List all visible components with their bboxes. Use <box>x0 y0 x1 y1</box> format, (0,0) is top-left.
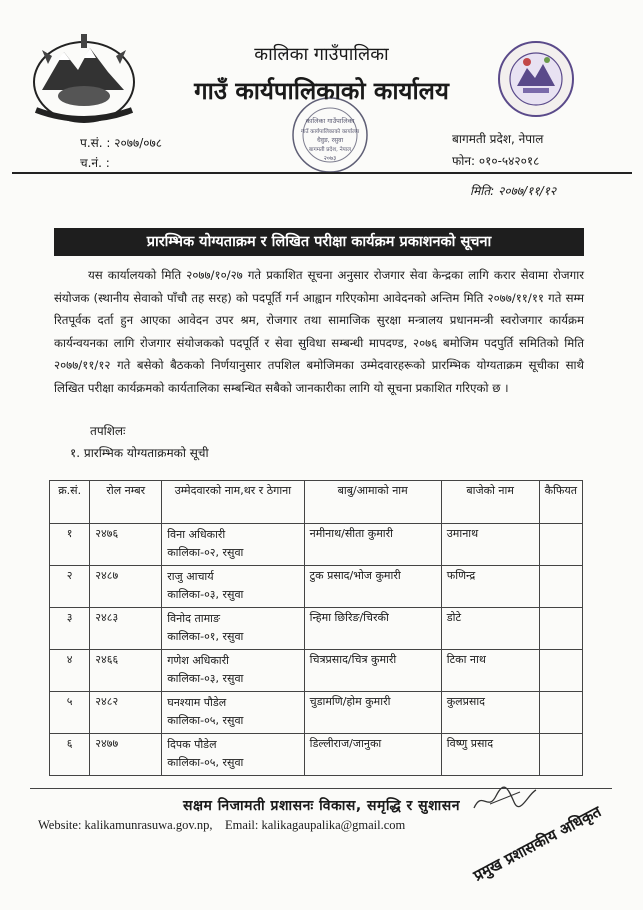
cell-roll: २४८७ <box>90 566 162 608</box>
candidate-address: कालिका-०५, रसुवा <box>167 756 244 769</box>
candidate-name: विनोद तामाङ <box>167 612 221 625</box>
reference-number: प.सं. : २०७७/०७८ <box>80 136 162 150</box>
office-name: गाउँ कार्यपालिकाको कार्यालय <box>194 77 449 105</box>
candidate-address: कालिका-०३, रसुवा <box>167 588 244 601</box>
email-link[interactable]: Email: kalikagaupalika@gmail.com <box>225 818 406 832</box>
dispatch-number: च.नं. : <box>80 156 110 170</box>
footer-contact <box>38 818 405 833</box>
cell-serial: २ <box>50 566 90 608</box>
cell-remarks <box>539 650 582 692</box>
col-remarks: कैफियत <box>539 481 582 524</box>
notice-body <box>54 264 584 399</box>
notice-date: मिति: २०७७/११/१२ <box>470 184 557 198</box>
cell-parents: टुक प्रसाद/भोज कुमारी <box>304 566 441 608</box>
table-row <box>50 734 583 776</box>
cell-grandfather: कुलप्रसाद <box>441 692 539 734</box>
candidate-name: दिपक पौडेल <box>167 738 217 751</box>
cell-serial: १ <box>50 524 90 566</box>
cell-name <box>162 650 304 692</box>
col-serial: क्र.सं. <box>50 481 90 524</box>
municipality-name: कालिका गाउँपालिका <box>254 44 389 65</box>
handwritten-signature <box>470 784 540 814</box>
cell-grandfather: टिका नाथ <box>441 650 539 692</box>
svg-text:२०७३: २०७३ <box>323 155 337 162</box>
candidate-table <box>49 480 583 776</box>
signatory-title: प्रमुख प्रशासकीय अधिकृत <box>470 802 605 885</box>
cell-remarks <box>539 608 582 650</box>
cell-parents: न्हिमा छिरिङ/चिरकी <box>304 608 441 650</box>
table-row <box>50 650 583 692</box>
cell-grandfather: फणिन्द्र <box>441 566 539 608</box>
svg-text:कालिका गाउँपालिका: कालिका गाउँपालिका <box>305 117 355 125</box>
col-parents: बाबु/आमाको नाम <box>304 481 441 524</box>
website-link[interactable]: Website: kalikamunrasuwa.gov.np, <box>38 818 213 832</box>
cell-roll: २४७६ <box>90 524 162 566</box>
phone-number: फोन: ०१०-५४२०१८ <box>452 154 540 168</box>
list-heading: १. प्रारम्भिक योग्यताक्रमको सूची <box>70 446 209 460</box>
candidate-address: कालिका-०२, रसुवा <box>167 546 244 559</box>
cell-parents: चुडामणि/होम कुमारी <box>304 692 441 734</box>
candidate-address: कालिका-०५, रसुवा <box>167 714 244 727</box>
cell-remarks <box>539 734 582 776</box>
cell-serial: ४ <box>50 650 90 692</box>
table-row <box>50 608 583 650</box>
svg-text:बागमती प्रदेश, नेपाल: बागमती प्रदेश, नेपाल <box>309 147 351 153</box>
table-row <box>50 692 583 734</box>
candidate-name: राजु आचार्य <box>167 570 214 583</box>
cell-name <box>162 524 304 566</box>
body-paragraph: यस कार्यालयको मिति २०७७/१०/२७ गते प्रकाशित सूचना अनुसार रोजगार सेवा केन्द्रका लागि करार सेवामा रोजगार संयोजक (स्थानीय सेवाको पाँचौ तह सरह) को पदपूर्ति गर्न आह्वान गरिएकोमा आवेदनको अन्तिम मिति २०७७/११/११ गते सम्म रितपूर्वक दर्ता हुन आएका आवेदन उपर श्रम, रोजगार तथा सामाजिक सुरक्षा मन्त्रालय प्रधानमन्त्री स्वरोजगार कार्यक्रम कार्यन्वयनका लागि रोजगार संयोजकको पदपूर्ति र सेवा सुविधा सम्बन्धी मापदण्ड, २०७६ बमोजिम पदपुर्ति समितिको मिति २०७७/११/१२ गते बसेको बैठकको निर्णयानुसार तपशिल बमोजिमका उम्मेदवारहरूको प्रारम्भिक योग्यताक्रम सूचीका साथै लिखित परीक्षा कार्यक्रमको कार्यतालिका सम्बन्धित सबैको जानकारीका लागि यो सूचना प्रकाशित गरिएको छ । <box>54 268 584 395</box>
cell-serial: ६ <box>50 734 90 776</box>
svg-text:गाउँ कार्यपालिकाको कार्यालय: गाउँ कार्यपालिकाको कार्यालय <box>300 129 360 135</box>
office-stamp <box>290 95 370 175</box>
svg-text:धैवुङ, रसुवा: धैवुङ, रसुवा <box>316 137 344 144</box>
cell-grandfather: डोटे <box>441 608 539 650</box>
cell-name <box>162 734 304 776</box>
cell-grandfather: उमानाथ <box>441 524 539 566</box>
cell-remarks <box>539 566 582 608</box>
candidate-name: घनश्याम पौडेल <box>167 696 227 709</box>
cell-name <box>162 608 304 650</box>
details-label: तपशिलः <box>90 424 126 438</box>
cell-name <box>162 692 304 734</box>
cell-name <box>162 566 304 608</box>
col-grandfather: बाजेको नाम <box>441 481 539 524</box>
province-address: बागमती प्रदेश, नेपाल <box>452 132 544 146</box>
notice-title: प्रारम्भिक योग्यताक्रम र लिखित परीक्षा कार्यक्रम प्रकाशनको सूचना <box>54 228 584 256</box>
cell-remarks <box>539 692 582 734</box>
candidate-address: कालिका-०३, रसुवा <box>167 672 244 685</box>
footer-motto: सक्षम निजामती प्रशासनः विकास, समृद्धि र सुशासन <box>183 798 460 814</box>
cell-parents: चित्रप्रसाद/चित्र कुमारी <box>304 650 441 692</box>
cell-grandfather: विष्णु प्रसाद <box>441 734 539 776</box>
cell-serial: ५ <box>50 692 90 734</box>
cell-roll: २४८२ <box>90 692 162 734</box>
col-name: उम्मेदवारको नाम,थर र ठेगाना <box>162 481 304 524</box>
table-row <box>50 524 583 566</box>
col-roll: रोल नम्बर <box>90 481 162 524</box>
cell-parents: नमीनाथ/सीता कुमारी <box>304 524 441 566</box>
table-header-row <box>50 481 583 524</box>
cell-remarks <box>539 524 582 566</box>
cell-roll: २४८३ <box>90 608 162 650</box>
table-row <box>50 566 583 608</box>
candidate-address: कालिका-०१, रसुवा <box>167 630 244 643</box>
header-divider <box>12 172 632 174</box>
cell-serial: ३ <box>50 608 90 650</box>
cell-roll: २४७७ <box>90 734 162 776</box>
candidate-name: गणेश अधिकारी <box>167 654 229 667</box>
cell-roll: २४६६ <box>90 650 162 692</box>
candidate-name: विना अधिकारी <box>167 528 226 541</box>
cell-parents: डिल्लीराज/जानुका <box>304 734 441 776</box>
